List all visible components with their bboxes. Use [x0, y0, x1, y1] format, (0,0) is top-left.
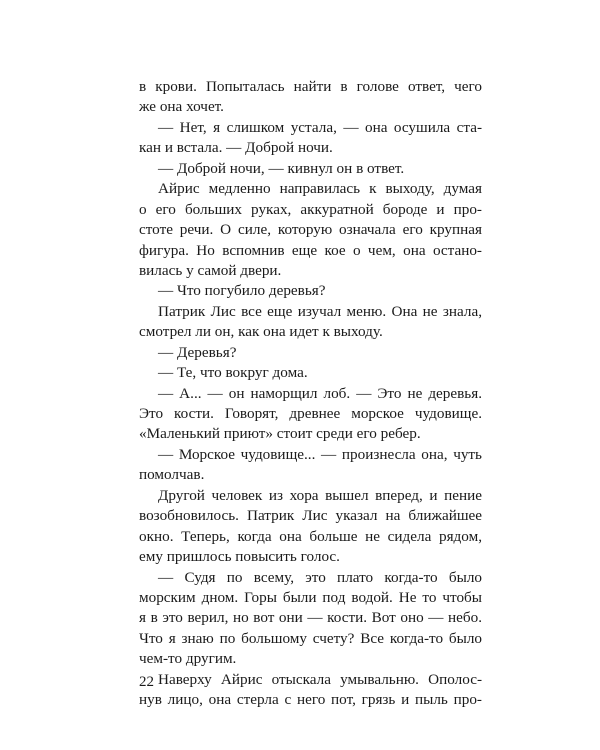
text-line: возобновилось. Патрик Лис указал на ближайшее — [139, 507, 482, 525]
text-line: вилась у самой двери. — [139, 261, 282, 279]
text-line: — А... — он наморщил лоб. — Это не деревья. — [158, 384, 482, 402]
text-line: ему пришлось повысить голос. — [139, 548, 340, 566]
text-line: окно. Теперь, когда она больше не сидела рядом, — [139, 527, 482, 545]
text-line: морским дном. Горы были под водой. Не то чтобы — [139, 588, 482, 606]
text-line: — Доброй ночи, — кивнул он в ответ. — [158, 159, 405, 177]
text-line: Другой человек из хора вышел вперед, и пение — [158, 486, 482, 504]
text-line: Что я знаю по большому счету? Все когда-то было — [139, 629, 482, 647]
text-line: «Маленький приют» стоит среди его ребер. — [139, 425, 421, 443]
text-line: — Те, что вокруг дома. — [158, 364, 308, 382]
text-line: — Морское чудовище... — произнесла она, чуть — [158, 445, 482, 463]
text-line: фигура. Но вспомнив еще кое о чем, она остано- — [139, 241, 482, 259]
text-line: о его больших руках, аккуратной бороде и про- — [139, 200, 482, 218]
body-text — [139, 77, 482, 711]
text-line: кан и встала. — Доброй ночи. — [139, 139, 333, 157]
text-line: помолчав. — [139, 466, 205, 484]
text-line: в крови. Попыталась найти в голове ответ, чего — [139, 78, 482, 95]
text-line: Наверху Айрис отыскала умывальню. Ополос- — [158, 670, 482, 688]
text-line: — Нет, я слишком устала, — она осушила ста- — [158, 118, 482, 136]
text-line: чем-то другим. — [139, 650, 237, 668]
text-line: смотрел ли он, как она идет к выходу. — [139, 323, 383, 341]
text-line: Айрис медленно направилась к выходу, думая — [158, 180, 482, 198]
text-line: Патрик Лис все еще изучал меню. Она не знала, — [158, 302, 482, 320]
text-line: нув лицо, она стерла с него пот, грязь и пыль про- — [139, 691, 482, 709]
page-number: 22 — [139, 674, 154, 690]
text-line: я в это верил, но вот они — кости. Вот оно — небо. — [139, 609, 482, 627]
text-line: Это кости. Говорят, древнее морское чудовище. — [139, 405, 482, 422]
text-line: же она хочет. — [139, 98, 224, 116]
text-line: стоте речи. О силе, которую означала его крупная — [139, 221, 482, 239]
text-line: — Судя по всему, это плато когда-то было — [158, 568, 482, 586]
text-line: — Деревья? — [158, 343, 237, 361]
text-line: — Что погубило деревья? — [158, 282, 326, 300]
